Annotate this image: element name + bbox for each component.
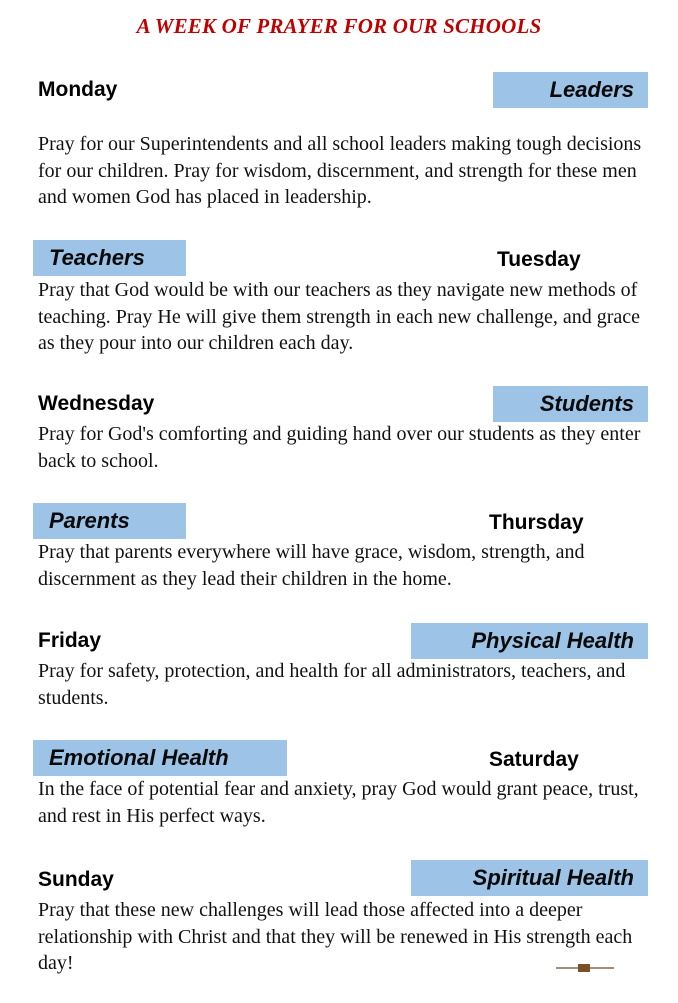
topic-tag-emotional-health: Emotional Health xyxy=(33,740,287,776)
prayer-text-friday: Pray for safety, protection, and health for all administrators, teachers, and students. xyxy=(38,660,626,709)
day-label-monday: Monday xyxy=(38,78,118,101)
ornament-icon xyxy=(556,962,614,974)
prayer-text-tuesday: Pray that God would be with our teachers as they navigate new methods of teaching. Pray He will give them strength in each new challenge, and grace as they pour into our children each day. xyxy=(38,279,640,354)
topic-tag-leaders: Leaders xyxy=(493,72,648,108)
day-label-thursday: Thursday xyxy=(489,511,584,534)
day-label-friday: Friday xyxy=(38,629,102,652)
day-label-saturday: Saturday xyxy=(489,748,579,771)
page-title: A WEEK OF PRAYER FOR OUR SCHOOLS xyxy=(136,14,542,38)
prayer-text-saturday: In the face of potential fear and anxiety, pray God would grant peace, trust, and rest in His perfect ways. xyxy=(38,778,639,827)
topic-tag-students: Students xyxy=(493,386,648,422)
day-label-sunday: Sunday xyxy=(38,868,114,891)
day-label-wednesday: Wednesday xyxy=(38,392,155,415)
topic-tag-spiritual-health: Spiritual Health xyxy=(411,860,648,896)
prayer-text-thursday: Pray that parents everywhere will have grace, wisdom, strength, and discernment as they lead their children in the home. xyxy=(38,541,585,590)
prayer-text-monday: Pray for our Superintendents and all school leaders making tough decisions for our children. Pray for wisdom, discernment, and strength for these men and women God has placed in leadership. xyxy=(38,133,642,208)
topic-tag-parents: Parents xyxy=(33,503,186,539)
topic-tag-physical-health: Physical Health xyxy=(411,623,648,659)
prayer-text-wednesday: Pray for God's comforting and guiding hand over our students as they enter back to school. xyxy=(38,423,641,472)
prayer-text-sunday: Pray that these new challenges will lead those affected into a deeper relationship with Christ and that they will be renewed in His strength each day! xyxy=(38,899,633,974)
topic-tag-teachers: Teachers xyxy=(33,240,186,276)
day-label-tuesday: Tuesday xyxy=(497,248,581,271)
